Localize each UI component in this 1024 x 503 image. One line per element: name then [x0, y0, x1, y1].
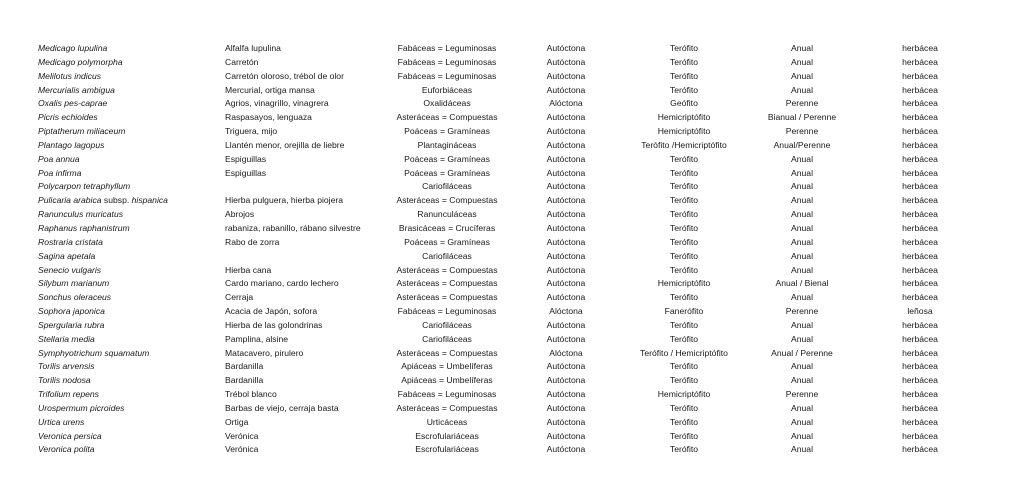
table-row: [0, 291, 1024, 305]
scientific-name: Poa annua: [38, 153, 80, 164]
common-name-cell: Espiguillas: [225, 167, 267, 178]
common-name-cell: Bardanilla: [225, 375, 264, 386]
scientific-name: Mercurialis ambigua: [38, 84, 115, 95]
habit-cell: herbácea: [902, 195, 938, 206]
origin-cell: Alóctona: [549, 347, 583, 358]
origin-cell: Alóctona: [549, 98, 583, 109]
family-cell: Fabáceas = Leguminosas: [397, 70, 497, 81]
scientific-name: Melilotus indicus: [38, 70, 102, 81]
table-row: [0, 388, 1024, 402]
biotype-cell: Hemicriptófito: [657, 389, 711, 400]
origin-cell: Autóctona: [546, 84, 586, 95]
family-cell: Plantagináceas: [417, 139, 477, 150]
scientific-name: Stellaria media: [38, 333, 95, 344]
scientific-name-cell: [38, 167, 81, 181]
habit-cell: herbácea: [902, 375, 938, 386]
life-cycle-cell: Anual: [791, 292, 813, 303]
biotype-cell: Terófito: [669, 181, 699, 192]
family-cell: Urticáceas: [426, 416, 468, 427]
common-name-cell: Alfalfa lupulina: [225, 43, 281, 53]
life-cycle-cell: Perenne: [785, 126, 819, 137]
family-cell: Escrofulariáceas: [415, 430, 479, 441]
biotype-cell: Terófito / Hemicriptófito: [640, 347, 728, 358]
table-row: [0, 194, 1024, 208]
life-cycle-cell: Anual/Perenne: [773, 139, 831, 150]
habit-cell: herbácea: [902, 43, 938, 53]
table-row: [0, 402, 1024, 416]
life-cycle-cell: Anual: [791, 416, 813, 427]
scientific-name-cell: [38, 360, 95, 374]
scientific-name: Silybum marianum: [38, 278, 110, 289]
biotype-cell: Fanerófito: [664, 306, 704, 317]
scientific-name-cell: [38, 84, 115, 98]
biotype-cell: Hemicriptófito: [657, 126, 711, 137]
scientific-name-cell: [38, 125, 125, 139]
species-table: [0, 42, 1024, 457]
biotype-cell: Terófito: [669, 167, 699, 178]
scientific-name-cell: [38, 222, 130, 236]
origin-cell: Autóctona: [546, 278, 586, 289]
table-row: [0, 250, 1024, 264]
scientific-name-cell: [38, 333, 95, 347]
common-name-cell: Verónica: [225, 444, 259, 455]
scientific-name: Poa infirma: [38, 167, 82, 178]
origin-cell: Autóctona: [546, 195, 586, 206]
common-name-cell: Bardanilla: [225, 361, 264, 372]
family-cell: Ranunculáceas: [417, 209, 477, 220]
table-row: [0, 443, 1024, 457]
habit-cell: herbácea: [902, 389, 938, 400]
scientific-name: Urospermum picroides: [38, 402, 125, 413]
origin-cell: Autóctona: [546, 181, 586, 192]
family-cell: Poáceas = Gramíneas: [404, 153, 490, 164]
life-cycle-cell: Anual: [791, 430, 813, 441]
origin-cell: Autóctona: [546, 292, 586, 303]
habit-cell: herbácea: [902, 70, 938, 81]
scientific-name-cell: [38, 319, 104, 333]
scientific-name: Picris echioides: [38, 112, 98, 123]
scientific-name-cell: [38, 430, 102, 444]
family-cell: Brasicáceas = Crucíferas: [398, 222, 496, 233]
scientific-name-cell: [38, 388, 99, 402]
origin-cell: Autóctona: [546, 43, 586, 53]
family-cell: Asteráceas = Compuestas: [396, 402, 498, 413]
life-cycle-cell: Anual: [791, 402, 813, 413]
biotype-cell: Terófito: [669, 292, 699, 303]
life-cycle-cell: Anual: [791, 84, 813, 95]
habit-cell: herbácea: [902, 84, 938, 95]
scientific-name-cell: [38, 180, 130, 194]
family-cell: Apiáceas = Umbelíferas: [401, 375, 493, 386]
habit-cell: herbácea: [902, 236, 938, 247]
scientific-name: Sophora japonica: [38, 306, 105, 317]
scientific-name: Oxalis pes-caprae: [38, 98, 108, 109]
habit-cell: herbácea: [902, 347, 938, 358]
life-cycle-cell: Anual: [791, 333, 813, 344]
scientific-name: Veronica polita: [38, 444, 95, 455]
scientific-name-cell: [38, 139, 104, 153]
table-row: [0, 277, 1024, 291]
biotype-cell: Terófito: [669, 250, 699, 261]
family-cell: Apiáceas = Umbelíferas: [401, 361, 493, 372]
family-cell: Oxalidáceas: [423, 98, 471, 109]
life-cycle-cell: Anual: [791, 56, 813, 67]
family-cell: Asteráceas = Compuestas: [396, 292, 498, 303]
origin-cell: Autóctona: [546, 222, 586, 233]
common-name-cell: Pamplina, alsine: [225, 333, 289, 344]
biotype-cell: Terófito: [669, 333, 699, 344]
common-name-cell: Agrios, vinagrillo, vinagrera: [225, 98, 329, 109]
biotype-cell: Terófito /Hemicriptófito: [641, 139, 727, 150]
origin-cell: Autóctona: [546, 126, 586, 137]
family-cell: Poáceas = Gramíneas: [404, 167, 490, 178]
family-cell: Asteráceas = Compuestas: [396, 347, 498, 358]
common-name-cell: Cardo mariano, cardo lechero: [225, 278, 339, 289]
table-row: [0, 236, 1024, 250]
table-row: [0, 153, 1024, 167]
origin-cell: Autóctona: [546, 139, 586, 150]
scientific-name: Plantago lagopus: [38, 139, 105, 150]
biotype-cell: Terófito: [669, 84, 699, 95]
common-name-cell: Espiguillas: [225, 153, 267, 164]
table-row: [0, 42, 1024, 56]
origin-cell: Autóctona: [546, 264, 586, 275]
origin-cell: Autóctona: [546, 402, 586, 413]
origin-cell: Autóctona: [546, 209, 586, 220]
biotype-cell: Terófito: [669, 416, 699, 427]
habit-cell: herbácea: [902, 250, 938, 261]
scientific-name: Senecio vulgaris: [38, 264, 102, 275]
habit-cell: herbácea: [902, 126, 938, 137]
origin-cell: Autóctona: [546, 389, 586, 400]
habit-cell: herbácea: [902, 153, 938, 164]
table-row: [0, 139, 1024, 153]
common-name-cell: rabaniza, rabanillo, rábano silvestre: [225, 222, 361, 233]
biotype-cell: Terófito: [669, 264, 699, 275]
table-row: [0, 222, 1024, 236]
life-cycle-cell: Anual: [791, 167, 813, 178]
scientific-name-cell: [38, 70, 101, 84]
table-row: [0, 180, 1024, 194]
scientific-name: Medicago lupulina: [38, 43, 108, 53]
common-name-cell: Matacavero, pirulero: [225, 347, 304, 358]
origin-cell: Autóctona: [546, 236, 586, 247]
scientific-name: Piptatherum miliaceum: [38, 126, 126, 137]
biotype-cell: Terófito: [669, 153, 699, 164]
scientific-name-cell: [38, 208, 123, 222]
life-cycle-cell: Anual: [791, 43, 813, 53]
table-row: [0, 319, 1024, 333]
table-row: [0, 167, 1024, 181]
habit-cell: herbácea: [902, 430, 938, 441]
scientific-name: Sagina apetala: [38, 250, 96, 261]
scientific-name-cell: [38, 264, 101, 278]
life-cycle-cell: Anual: [791, 195, 813, 206]
common-name-cell: Hierba pulguera, hierba piojera: [225, 195, 344, 206]
biotype-cell: Terófito: [669, 361, 699, 372]
biotype-cell: Terófito: [669, 43, 699, 53]
scientific-name: Medicago polymorpha: [38, 56, 123, 67]
habit-cell: herbácea: [902, 361, 938, 372]
scientific-name-cell: [38, 97, 107, 111]
family-cell: Fabáceas = Leguminosas: [397, 389, 497, 400]
biotype-cell: Terófito: [669, 236, 699, 247]
family-cell: Poáceas = Gramíneas: [404, 236, 490, 247]
origin-cell: Autóctona: [546, 250, 586, 261]
scientific-name-cell: [38, 194, 168, 208]
scientific-name-cell: [38, 111, 98, 125]
scientific-name: Spergularia rubra: [38, 319, 105, 330]
life-cycle-cell: Anual: [791, 361, 813, 372]
scientific-name-cell: [38, 56, 123, 70]
life-cycle-cell: Anual / Bienal: [775, 278, 829, 289]
life-cycle-cell: Anual: [791, 375, 813, 386]
subspecies-label: subsp.: [101, 195, 132, 206]
habit-cell: herbácea: [902, 444, 938, 455]
family-cell: Fabáceas = Leguminosas: [397, 43, 497, 53]
life-cycle-cell: Anual: [791, 250, 813, 261]
biotype-cell: Geófito: [670, 98, 698, 109]
habit-cell: herbácea: [902, 319, 938, 330]
common-name-cell: Carretón: [225, 56, 259, 67]
common-name-cell: Mercurial, ortiga mansa: [225, 84, 315, 95]
scientific-name-cell: [38, 416, 84, 430]
habit-cell: herbácea: [902, 167, 938, 178]
scientific-name: Trifolium repens: [38, 389, 99, 400]
life-cycle-cell: Anual: [791, 181, 813, 192]
scientific-name-cell: [38, 153, 80, 167]
life-cycle-cell: Anual: [791, 70, 813, 81]
common-name-cell: Hierba de las golondrinas: [225, 319, 323, 330]
scientific-name-cell: [38, 291, 111, 305]
scientific-name: Torilis arvensis: [38, 361, 95, 372]
scientific-name-cell: [38, 347, 149, 361]
biotype-cell: Terófito: [669, 402, 699, 413]
biotype-cell: Hemicriptófito: [657, 112, 711, 123]
family-cell: Asteráceas = Compuestas: [396, 195, 498, 206]
scientific-name: Torilis nodosa: [38, 375, 91, 386]
family-cell: Escrofulariáceas: [415, 444, 479, 455]
scientific-name: Rostraria cristata: [38, 236, 103, 247]
common-name-cell: Abrojos: [225, 209, 255, 220]
life-cycle-cell: Anual: [791, 444, 813, 455]
common-name-cell: Hierba cana: [225, 264, 272, 275]
habit-cell: herbácea: [902, 112, 938, 123]
life-cycle-cell: Anual: [791, 264, 813, 275]
family-cell: Asteráceas = Compuestas: [396, 112, 498, 123]
habit-cell: herbácea: [902, 56, 938, 67]
scientific-name-cell: [38, 374, 91, 388]
table-row: [0, 305, 1024, 319]
common-name-cell: Raspasayos, lenguaza: [225, 112, 312, 123]
origin-cell: Autóctona: [546, 375, 586, 386]
scientific-name-cell: [38, 250, 95, 264]
scientific-name-cell: [38, 443, 95, 457]
table-row: [0, 111, 1024, 125]
biotype-cell: Terófito: [669, 70, 699, 81]
life-cycle-cell: Anual: [791, 153, 813, 164]
family-cell: Cariofiláceas: [422, 319, 472, 330]
subspecies-name: hispanica: [131, 195, 168, 206]
habit-cell: herbácea: [902, 181, 938, 192]
scientific-name-cell: [38, 277, 109, 291]
habit-cell: herbácea: [902, 333, 938, 344]
scientific-name-cell: [38, 42, 107, 56]
table-row: [0, 125, 1024, 139]
habit-cell: herbácea: [902, 278, 938, 289]
common-name-cell: Barbas de viejo, cerraja basta: [225, 402, 339, 413]
table-row: [0, 84, 1024, 98]
habit-cell: herbácea: [902, 292, 938, 303]
scientific-name: Veronica persica: [38, 430, 102, 441]
life-cycle-cell: Anual / Perenne: [771, 347, 833, 358]
table-row: [0, 347, 1024, 361]
life-cycle-cell: Anual: [791, 319, 813, 330]
origin-cell: Autóctona: [546, 361, 586, 372]
origin-cell: Alóctona: [549, 306, 583, 317]
biotype-cell: Terófito: [669, 209, 699, 220]
life-cycle-cell: Bianual / Perenne: [767, 112, 837, 123]
scientific-name: Sonchus oleraceus: [38, 292, 112, 303]
biotype-cell: Terófito: [669, 195, 699, 206]
family-cell: Cariofiláceas: [422, 181, 472, 192]
scientific-name-cell: [38, 305, 105, 319]
common-name-cell: Ortiga: [225, 416, 249, 427]
habit-cell: herbácea: [902, 209, 938, 220]
family-cell: Euforbiáceas: [421, 84, 473, 95]
biotype-cell: Terófito: [669, 375, 699, 386]
family-cell: Cariofiláceas: [422, 333, 472, 344]
life-cycle-cell: Perenne: [785, 98, 819, 109]
table-row: [0, 70, 1024, 84]
life-cycle-cell: Anual: [791, 236, 813, 247]
habit-cell: herbácea: [902, 139, 938, 150]
origin-cell: Autóctona: [546, 444, 586, 455]
scientific-name: Symphyotrichum squamatum: [38, 347, 150, 358]
common-name-cell: Llantén menor, orejilla de liebre: [225, 139, 345, 150]
common-name-cell: Rabo de zorra: [225, 236, 280, 247]
family-cell: Fabáceas = Leguminosas: [397, 56, 497, 67]
table-row: [0, 97, 1024, 111]
origin-cell: Autóctona: [546, 153, 586, 164]
table-row: [0, 416, 1024, 430]
scientific-name-cell: [38, 402, 124, 416]
origin-cell: Autóctona: [546, 430, 586, 441]
table-row: [0, 333, 1024, 347]
origin-cell: Autóctona: [546, 333, 586, 344]
table-row: [0, 430, 1024, 444]
habit-cell: herbácea: [902, 222, 938, 233]
table-row: [0, 360, 1024, 374]
table-row: [0, 264, 1024, 278]
origin-cell: Autóctona: [546, 319, 586, 330]
common-name-cell: Verónica: [225, 430, 259, 441]
scientific-name: Ranunculus muricatus: [38, 209, 124, 220]
family-cell: Asteráceas = Compuestas: [396, 264, 498, 275]
origin-cell: Autóctona: [546, 416, 586, 427]
family-cell: Poáceas = Gramíneas: [404, 126, 490, 137]
common-name-cell: Acacia de Japón, sofora: [225, 306, 318, 317]
origin-cell: Autóctona: [546, 56, 586, 67]
life-cycle-cell: Perenne: [785, 389, 819, 400]
family-cell: Fabáceas = Leguminosas: [397, 306, 497, 317]
table-row: [0, 56, 1024, 70]
common-name-cell: Carretón oloroso, trébol de olor: [225, 70, 344, 81]
life-cycle-cell: Perenne: [785, 306, 819, 317]
origin-cell: Autóctona: [546, 167, 586, 178]
family-cell: Cariofiláceas: [422, 250, 472, 261]
biotype-cell: Terófito: [669, 319, 699, 330]
common-name-cell: Cerraja: [225, 292, 254, 303]
biotype-cell: Terófito: [669, 444, 699, 455]
biotype-cell: Terófito: [669, 430, 699, 441]
biotype-cell: Terófito: [669, 56, 699, 67]
habit-cell: herbácea: [902, 416, 938, 427]
scientific-name: Urtica urens: [38, 416, 85, 427]
scientific-name-cell: [38, 236, 103, 250]
common-name-cell: Trébol blanco: [225, 389, 277, 400]
origin-cell: Autóctona: [546, 112, 586, 123]
origin-cell: Autóctona: [546, 70, 586, 81]
common-name-cell: Triguera, mijo: [225, 126, 278, 137]
life-cycle-cell: Anual: [791, 222, 813, 233]
family-cell: Asteráceas = Compuestas: [396, 278, 498, 289]
habit-cell: herbácea: [902, 98, 938, 109]
table-row: [0, 374, 1024, 388]
habit-cell: herbácea: [902, 264, 938, 275]
scientific-name: Polycarpon tetraphyllum: [38, 181, 131, 192]
table-row: [0, 208, 1024, 222]
scientific-name: Pulicaria arabica: [38, 195, 102, 206]
habit-cell: leñosa: [907, 306, 933, 317]
biotype-cell: Terófito: [669, 222, 699, 233]
life-cycle-cell: Anual: [791, 209, 813, 220]
biotype-cell: Hemicriptófito: [657, 278, 711, 289]
scientific-name: Raphanus raphanistrum: [38, 222, 130, 233]
habit-cell: herbácea: [902, 402, 938, 413]
